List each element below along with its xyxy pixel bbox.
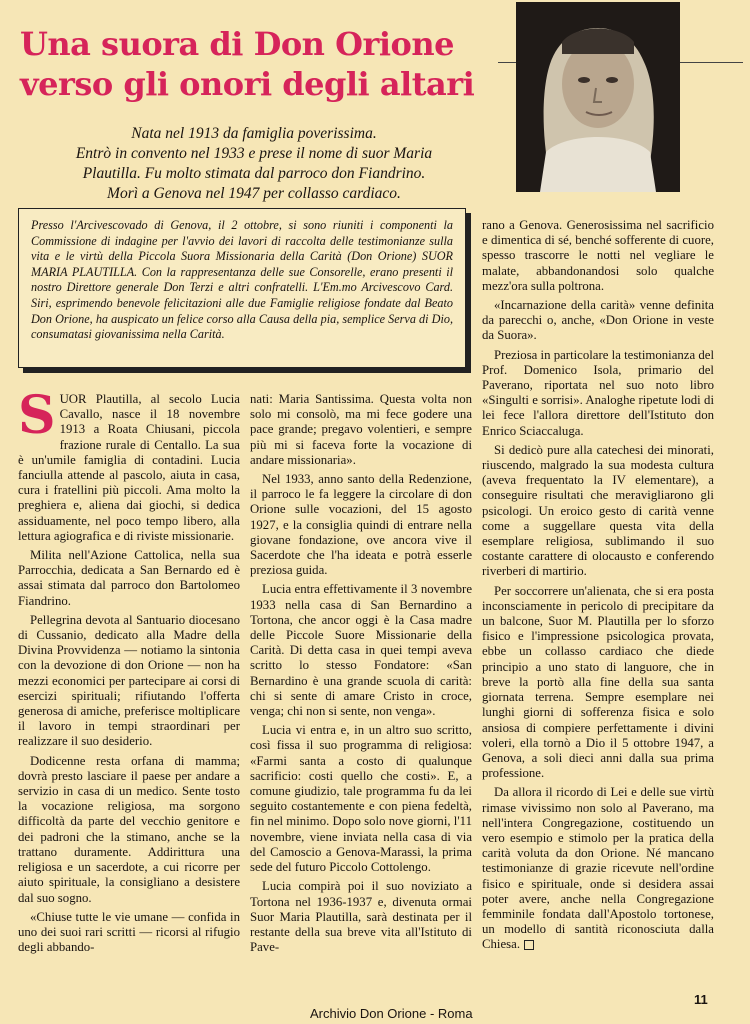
column-2	[250, 392, 472, 959]
paragraph: Preziosa in particolare la testimonianza del Prof. Domenico Isola, primario del Paverano, riportata nel suo noto libro «Singulti e sorrisi». Analoghe ripetute lodi di lei fece l'allora direttore dell'Istituto don Enrico Sciaccaluga.	[482, 347, 714, 438]
drop-cap: S	[18, 385, 56, 446]
paragraph: nati: Maria Santissima. Questa volta non solo mi consolò, ma mi fece godere una pace grande; pregavo volentieri, e sempre più mi si faceva forte la vocazione di andare missionaria».	[250, 392, 472, 467]
archive-caption: Archivio Don Orione - Roma	[310, 1006, 473, 1021]
news-box	[18, 208, 466, 368]
paragraph	[18, 385, 240, 544]
paragraph: «Chiuse tutte le vie umane — confida in uno dei suoi rari scritti — ricorsi al rifugio degli abbando-	[18, 909, 240, 955]
title-line-2: verso gli onori degli altari	[20, 65, 475, 103]
nun-portrait-image	[516, 2, 680, 192]
intro-summary	[34, 124, 474, 204]
end-mark-icon	[524, 940, 534, 950]
paragraph: Dodicenne resta orfana di mamma; dovrà presto lasciare il paese per andare a servizio in casa di un medico. Sente tosto la vocazione religiosa, ma sorgono difficoltà da parte del vecchio genitore e dei padroni che la stimano, anche se la trattano duramente. Addirittura una religiosa e un sacerdote, a cui ricorre per aiuto spirituale, la consigliano a desistere dal suo sogno.	[18, 753, 240, 905]
intro-line-4: Morì a Genova nel 1947 per collasso cardiaco.	[107, 185, 401, 202]
page-number: 11	[694, 992, 708, 1007]
paragraph: Nel 1933, anno santo della Redenzione, il parroco le fa leggere la circolare di don Orione sulle vocazioni, del 15 agosto 1927, e la consiglia quindi di entrare nella giovane fondazione, ove ancora vive il Sacerdote che l'ha ideata e potrà esserle preziosa guida.	[250, 472, 472, 578]
column-1	[18, 385, 240, 959]
paragraph-text: Da allora il ricordo di Lei e delle sue virtù rimase vivissimo non solo al Paverano, ma nell'intera Congregazione, costituendo un vero esempio e stimolo per la pratica della carità voluta da don Orione. Né mancano testimonianze di grazie ricevute nell'ordine fisico e spirituale, onde si desidera assai poter avere, anche nella Congregazione femminile fondata dall'Apostolo tortonese, un modello di santità riconosciuta dalla Chiesa.	[482, 785, 714, 952]
paragraph: Pellegrina devota al Santuario diocesano di Cussanio, dedicato alla Madre della Divina Provvidenza — notiamo la sintonia con la devozione di don Orione — non ha mezzi economici per partecipare ai corsi di esercizi spirituali; rifiutando l'offerta generosa di amiche, preferisce moltiplicare il lavoro in tempi straordinari per realizzare il suo desiderio.	[18, 612, 240, 749]
paragraph: «Incarnazione della carità» venne definita da parecchi o, anche, «Don Orione in veste da Suora».	[482, 298, 714, 343]
paragraph: Per soccorrere un'alienata, che si era posta inconsciamente in pericolo di precipitare da un balcone, Suor M. Plautilla per lo sforzo fisico e l'impressione psicologica provata, ebbe un collasso cardiaco che diede principio a uno stato di languore, che in breve la portò alla fine della sua santa giornata terrena. Sempre esemplare nei lunghi giorni di sofferenza fisica e solo ansiosa di compiere perfettamente i divini voleri, ella tornò a Dio il 5 ottobre 1947, a Genova, a soli dieci anni dalla sua prima professione.	[482, 583, 714, 781]
paragraph: Milita nell'Azione Cattolica, nella sua Parrocchia, dedicata a San Bernardo ed è assai stimata dal parroco don Bartolomeo Fiandrino.	[18, 548, 240, 608]
portrait-photo	[516, 2, 680, 192]
title-line-1: Una suora di Don Orione	[20, 25, 454, 63]
intro-line-2: Entrò in convento nel 1933 e prese il nome di suor Maria	[75, 145, 433, 162]
paragraph: Lucia vi entra e, in un altro suo scritto, così fissa il suo programma di religiosa: «Farmi santa a costo di qualunque sacrificio: costi quello che costi». E, a comune giudizio, tale programma fu da lei seguito costantemente e con piena fedeltà, fin nel minimo. Dopo solo nove giorni, l'11 novembre, viene inviata nella casa di via del Camoscio a Genova-Marassi, la prima sede del futuro Piccolo Cottolengo.	[250, 723, 472, 875]
paragraph: rano a Genova. Generosissima nel sacrificio e dimentica di sé, benché sofferente di cuore, spesso trascorre le notti nel vegliare le malate, abbandonandosi solo qualche mezz'ora sulla poltrona.	[482, 218, 714, 293]
intro-line-1: Nata nel 1913 da famiglia poverissima.	[131, 125, 377, 142]
column-3	[482, 218, 714, 957]
paragraph: Lucia entra effettivamente il 3 novembre 1933 nella casa di San Bernardino a Tortona, che ancor oggi è la Casa madre delle Piccole Suore Missionarie della Carità. Di detta casa in quei tempi aveva scritto lo stesso Fondatore: «San Bernardino è una grande scuola di carità: chi si sente di amare Cristo in croce, venga; chi non si sente, non venga».	[250, 582, 472, 719]
news-box-text: Presso l'Arcivescovado di Genova, il 2 ottobre, si sono riuniti i componenti la Commissione di indagine per l'avvio dei lavori di raccolta delle testimonianze sulla vita e le virtù della Piccola Suora Missionaria della Carità (Don Orione) SUOR MARIA PLAUTILLA. Con la rappresentanza delle sue Consorelle, erano presenti il nostro Direttore generale Don Terzi e altri confratelli. L'Em.mo Arcivescovo Card. Siri, esprimendo benevole felicitazioni alle due Famiglie religiose fondate dal Beato Don Orione, ha auspicato un felice corso alla Causa della pia, semplice Serva di Dio, consumatasi giovanissima nella Carità.	[31, 218, 453, 342]
paragraph: Lucia compirà poi il suo noviziato a Tortona nel 1936-1937 e, divenuta ormai Suor Maria Plautilla, sarà destinata per il restante della sua breve vita all'Istituto di Pave-	[250, 879, 472, 955]
paragraph-text: UOR Plautilla, al secolo Lucia Cavallo, nasce il 18 novembre 1913 a Roata Chiusani, piccola frazione rurale di Centallo. La sua è un'umile famiglia di contadini. Lucia fanciulla attende al pascolo, aiuta in casa, cura i fratellini più piccoli. Ama molto la preghiera e, aliena dai giochi, si dedica assiduamente, nel poco tempo libero, alla lettura agiografica e di riviste missionarie.	[18, 392, 240, 543]
paragraph	[482, 785, 714, 952]
article-title	[20, 24, 500, 104]
intro-line-3: Plautilla. Fu molto stimata dal parroco don Fiandrino.	[82, 165, 426, 182]
paragraph: Si dedicò pure alla catechesi dei minorati, riuscendo, malgrado la sua modesta cultura (aveva frequentato la IV elementare), a conseguire risultati che meravigliarono gli psicologi. Un eroico gesto di carità venne come a suggellare questa vita della esemplare religiosa, sublimando il suo costante carattere di olocausto e conferendo riverberi di martirio.	[482, 442, 714, 579]
